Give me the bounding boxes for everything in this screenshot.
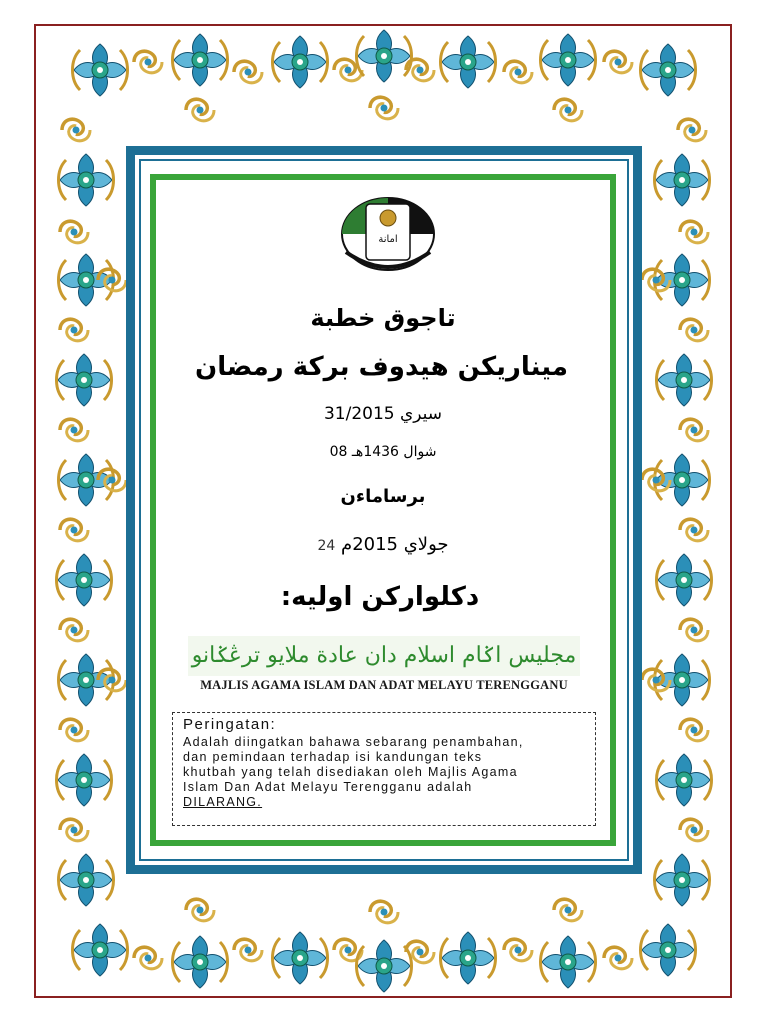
warning-line-2: dan pemindaan terhadap isi kandungan teks bbox=[183, 750, 483, 764]
gregorian-date bbox=[250, 534, 516, 555]
sermon-title-label: تاجوق خطبة bbox=[310, 304, 456, 332]
warning-body bbox=[183, 735, 585, 810]
warning-line-4: Islam Dan Adat Melayu Terengganu adalah bbox=[183, 780, 473, 794]
warning-box bbox=[172, 712, 596, 826]
organization-name-jawi: مجليس اݢام اسلام دان عادة ملايو ترڠݢانو bbox=[188, 636, 580, 676]
sermon-title: ميناريكن هيدوف بركة رمضان bbox=[195, 352, 568, 382]
organization-logo bbox=[338, 194, 438, 280]
organization-name: MAJLIS AGAMA ISLAM DAN ADAT MELAYU TERENGGANU bbox=[200, 678, 568, 692]
gregorian-date-main: جولاي 2015م bbox=[341, 534, 449, 555]
hijri-date: 08 شوال 1436هـ bbox=[329, 444, 437, 460]
logo-emblem-text: امانة bbox=[378, 234, 398, 245]
gregorian-date-day: 24 bbox=[317, 538, 336, 554]
warning-line-1: Adalah diingatkan bahawa sebarang penambahan, bbox=[183, 735, 524, 749]
writer-label: دكلواركن اوليه: bbox=[280, 582, 480, 612]
series-label: سيري bbox=[399, 404, 443, 424]
warning-prohibited: DILARANG. bbox=[183, 795, 263, 809]
presenter-label: برساماءن bbox=[340, 486, 426, 507]
series-number: 31/2015 bbox=[323, 404, 395, 424]
series-line bbox=[250, 404, 516, 424]
warning-line-3: khutbah yang telah disediakan oleh Majlis Agama bbox=[183, 765, 518, 779]
warning-title: Peringatan: bbox=[183, 716, 277, 733]
